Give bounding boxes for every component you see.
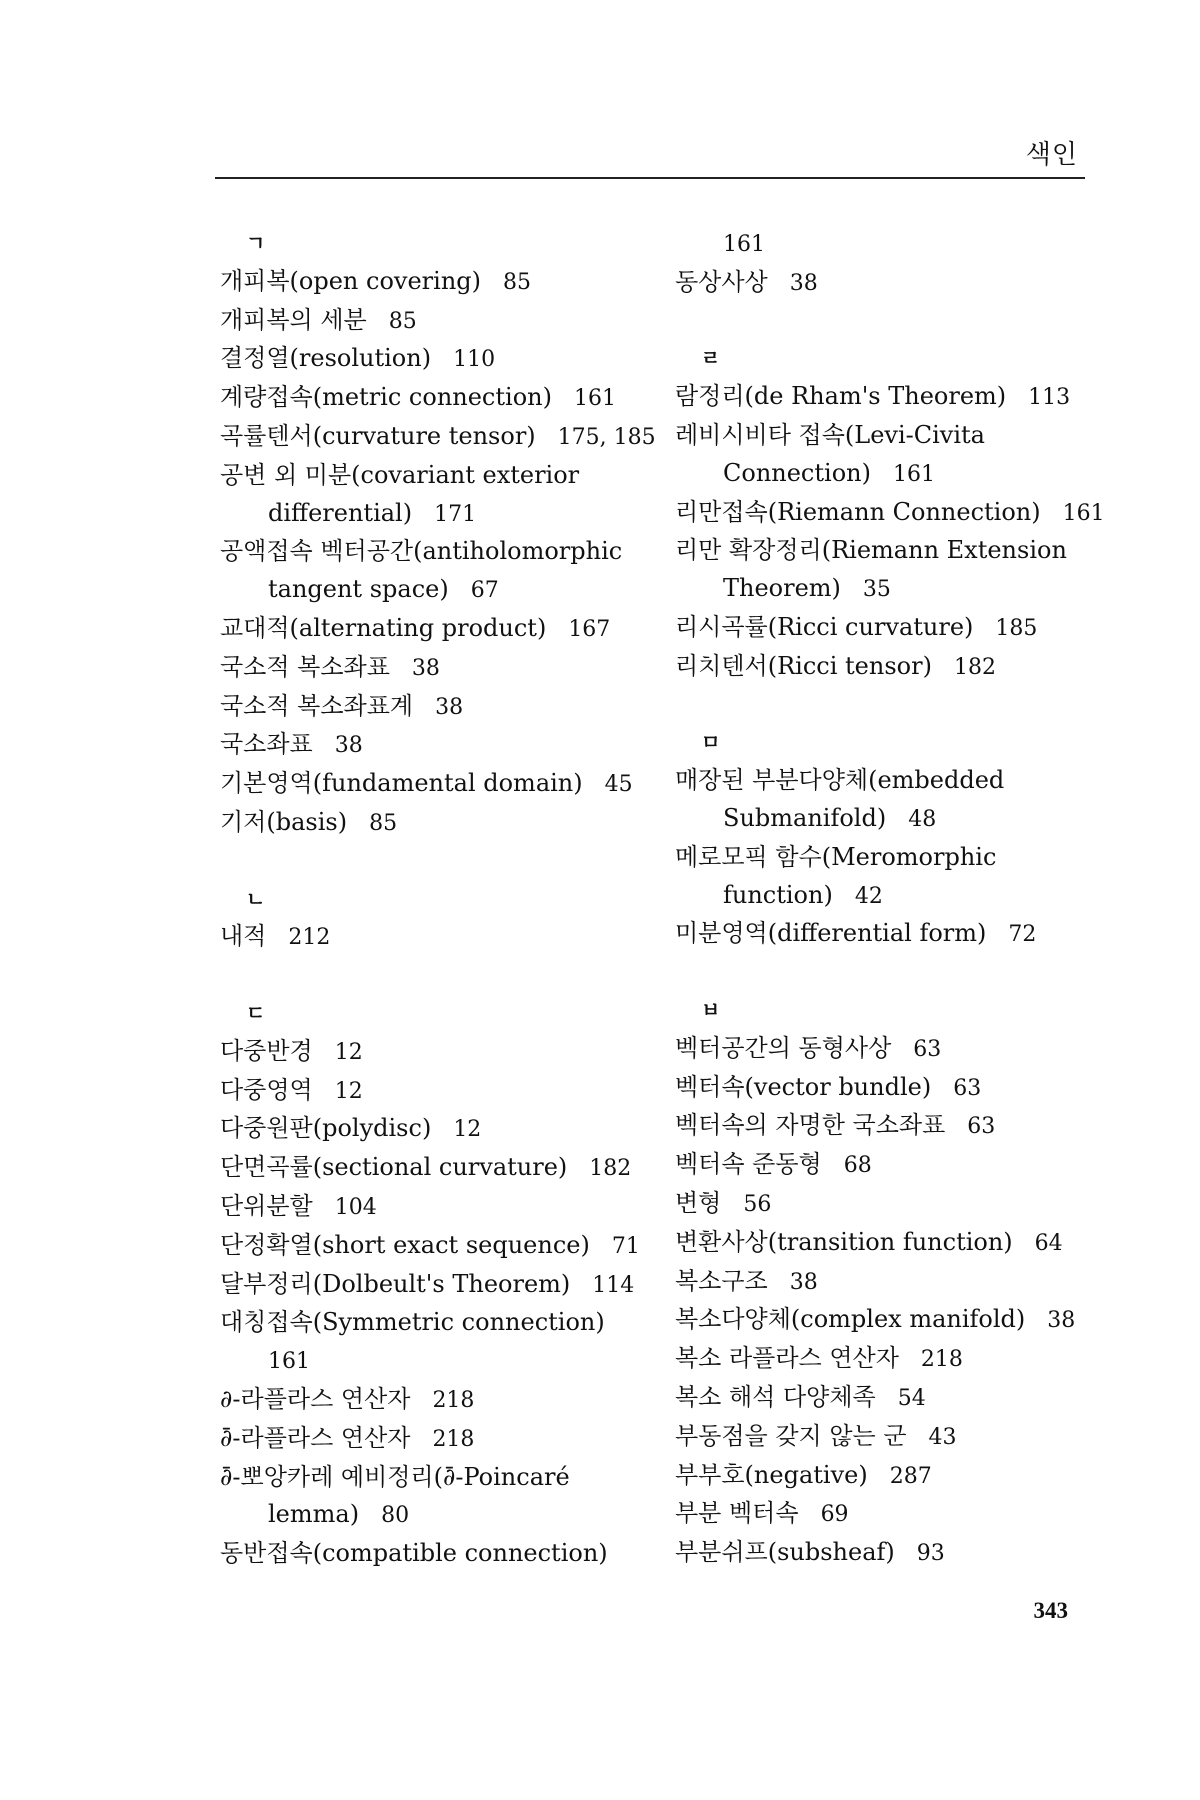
index-entry-continuation — [675, 455, 1095, 494]
index-page-ref: 85 — [369, 810, 398, 836]
index-entry — [675, 1030, 1095, 1069]
index-entry — [220, 533, 650, 571]
index-entry — [675, 1457, 1095, 1496]
index-page-ref: 185 — [995, 615, 1038, 641]
index-entry — [220, 918, 650, 957]
index-entry — [220, 1304, 650, 1342]
index-term: 국소좌표 — [220, 730, 313, 759]
index-term: 기저(basis) — [220, 807, 348, 836]
index-page-ref: 38 — [789, 270, 818, 296]
section-heading: ㄴ — [246, 886, 266, 911]
index-entry — [675, 1301, 1095, 1340]
index-entry — [220, 688, 650, 727]
index-entry — [675, 1146, 1095, 1185]
index-term: 다중반경 — [220, 1036, 313, 1065]
section-spacer — [675, 954, 1095, 992]
index-term: Connection) — [723, 458, 871, 487]
index-page-ref: 12 — [334, 1039, 363, 1065]
index-term: 결정열(resolution) — [220, 344, 432, 373]
index-entry — [220, 765, 650, 804]
index-entry — [220, 1420, 650, 1459]
index-page-ref: 182 — [589, 1156, 632, 1182]
index-entry — [675, 1340, 1095, 1379]
index-page-ref: 72 — [1008, 922, 1037, 948]
index-term: 복소구조 — [675, 1266, 768, 1295]
index-entry — [675, 609, 1095, 648]
index-entry — [675, 762, 1095, 800]
index-entry — [220, 418, 656, 457]
section-heading: ㄷ — [246, 1000, 266, 1025]
index-page-ref: 35 — [862, 577, 891, 603]
index-entry — [220, 1033, 650, 1072]
index-page-ref: 114 — [592, 1272, 635, 1298]
index-page-ref: 67 — [470, 578, 499, 604]
index-term: 부분 벡터속 — [675, 1499, 799, 1528]
index-term: 벡터공간의 동형사상 — [675, 1033, 892, 1062]
index-entry — [220, 457, 650, 495]
index-page-ref: 80 — [381, 1503, 410, 1529]
index-page-ref: 110 — [453, 347, 496, 373]
index-entry — [675, 494, 1105, 533]
index-term: 국소적 복소좌표계 — [220, 691, 414, 720]
section-spacer — [220, 957, 650, 995]
index-term: 대칭접속(Symmetric connection) — [220, 1308, 605, 1337]
index-term: 메로모픽 함수(Meromorphic — [675, 842, 997, 871]
index-term: 동반접속(compatible connection) — [220, 1539, 608, 1568]
index-entry — [675, 1495, 1095, 1534]
index-page-ref: 212 — [288, 925, 331, 951]
index-entry — [675, 1069, 1095, 1108]
index-term: 달부정리(Dolbeult's Theorem) — [220, 1269, 571, 1298]
index-entry — [220, 263, 650, 302]
index-page-ref: 71 — [611, 1233, 640, 1259]
index-page-ref: 38 — [1047, 1308, 1076, 1334]
index-page-ref: 167 — [568, 616, 611, 642]
index-term: 부동점을 갖지 않는 군 — [675, 1421, 907, 1450]
index-entry — [675, 417, 1095, 455]
index-term: 개피복의 세분 — [220, 305, 367, 334]
section-spacer — [675, 687, 1095, 725]
index-page-ref: 287 — [889, 1463, 932, 1489]
index-term: 리치텐서(Ricci tensor) — [675, 651, 932, 680]
index-page-ref: 12 — [334, 1078, 363, 1104]
index-entry — [675, 1224, 1095, 1263]
index-entry — [220, 1381, 650, 1420]
index-entry — [220, 1459, 650, 1497]
index-page-ref: 161 — [1062, 500, 1105, 526]
index-page-ref: 54 — [897, 1385, 926, 1411]
index-entry-continuation — [675, 877, 1095, 916]
index-term: 공액접속 벡터공간(antiholomorphic — [220, 537, 623, 566]
index-page-ref: 85 — [388, 308, 417, 334]
index-term: 매장된 부분다양체(embedded — [675, 766, 1005, 795]
index-term: 단정확열(short exact sequence) — [220, 1230, 590, 1259]
index-entry — [675, 264, 1095, 303]
index-term: 단면곡률(sectional curvature) — [220, 1153, 568, 1182]
index-term: 부분쉬프(subsheaf) — [675, 1538, 895, 1567]
index-entry — [675, 378, 1095, 417]
index-page-ref: 69 — [820, 1502, 849, 1528]
index-page-ref: 63 — [967, 1114, 996, 1140]
section-heading: ㅂ — [701, 997, 721, 1022]
header-rule — [215, 177, 1085, 179]
index-entry — [675, 1534, 1095, 1573]
index-entry — [675, 1185, 1095, 1224]
index-term: 복소 라플라스 연산자 — [675, 1344, 899, 1373]
index-entry — [220, 1149, 650, 1188]
index-entry — [675, 915, 1095, 954]
index-term: lemma) — [268, 1500, 360, 1529]
index-entry — [675, 1263, 1095, 1302]
index-term: ∂̄-뽀앙카레 예비정리(∂̄-Poincaré — [220, 1462, 570, 1491]
index-page-ref: 161 — [573, 386, 616, 412]
index-page-ref: 68 — [843, 1153, 872, 1179]
index-page-ref: 161 — [268, 1349, 310, 1375]
index-entry — [220, 302, 650, 341]
index-entry — [220, 610, 650, 649]
index-entry-continuation — [675, 570, 1095, 609]
index-entry — [220, 649, 650, 688]
index-page-ref: 38 — [334, 733, 363, 759]
index-page-ref: 104 — [334, 1194, 377, 1220]
index-entry — [675, 1418, 1095, 1457]
index-page-ref: 218 — [920, 1347, 963, 1373]
section-heading: ㄹ — [701, 346, 721, 371]
index-term: 공변 외 미분(covariant exterior — [220, 460, 580, 489]
index-entry-continuation — [220, 495, 650, 534]
index-page-ref: 42 — [854, 883, 883, 909]
index-entry — [220, 1188, 650, 1227]
index-page-ref: 48 — [908, 806, 937, 832]
index-term: 리만접속(Riemann Connection) — [675, 497, 1041, 526]
index-entry-continuation — [675, 800, 1095, 839]
index-entry-continuation — [220, 1496, 650, 1535]
index-page-ref: 43 — [928, 1424, 957, 1450]
index-page-ref: 85 — [503, 269, 532, 295]
index-term: 람정리(de Rham's Theorem) — [675, 382, 1007, 411]
index-column-left — [220, 225, 656, 1573]
section-heading: ㄱ — [246, 231, 266, 255]
index-page-ref: 63 — [913, 1036, 942, 1062]
index-entry-continuation — [675, 225, 1095, 264]
index-page-ref: 93 — [916, 1541, 945, 1567]
index-term: 동상사상 — [675, 267, 768, 296]
index-entry — [675, 532, 1095, 570]
index-term: 국소적 복소좌표 — [220, 652, 390, 681]
index-page-ref: 45 — [604, 772, 633, 798]
index-term: 다중영역 — [220, 1075, 313, 1104]
index-page-ref: 38 — [435, 694, 464, 720]
index-term: ∂-라플라스 연산자 — [220, 1384, 411, 1413]
index-term: 변환사상(transition function) — [675, 1227, 1013, 1256]
index-term: 변형 — [675, 1188, 722, 1217]
index-term: 다중원판(polydisc) — [220, 1114, 432, 1143]
index-term: ∂̄-라플라스 연산자 — [220, 1423, 411, 1452]
index-term: differential) — [268, 498, 413, 527]
index-page-ref: 161 — [892, 461, 935, 487]
index-entry — [220, 804, 650, 843]
index-term: Submanifold) — [723, 803, 887, 832]
index-entry — [220, 726, 650, 765]
index-term: 기본영역(fundamental domain) — [220, 769, 583, 798]
index-entry — [220, 1266, 650, 1305]
index-term: 부부호(negative) — [675, 1460, 868, 1489]
index-term: 리만 확장정리(Riemann Extension — [675, 536, 1067, 565]
index-column-right — [675, 225, 1105, 1573]
index-page-ref: 171 — [434, 501, 477, 527]
index-page-ref: 38 — [789, 1269, 818, 1295]
index-entry — [675, 839, 1095, 877]
index-entry — [220, 1535, 650, 1573]
index-term: 복소다양체(complex manifold) — [675, 1305, 1026, 1334]
index-entry — [675, 648, 1095, 687]
index-term: 복소 해석 다양체족 — [675, 1382, 876, 1411]
index-page-ref: 38 — [411, 655, 440, 681]
index-term: tangent space) — [268, 575, 449, 604]
index-term: 벡터속 준동형 — [675, 1150, 822, 1179]
index-term: function) — [723, 880, 833, 909]
index-page-ref: 218 — [432, 1426, 475, 1452]
index-term: 개피복(open covering) — [220, 266, 482, 295]
index-entry — [220, 379, 650, 418]
index-entry — [675, 1379, 1095, 1418]
index-term: 레비시비타 접속(Levi-Civita — [675, 420, 985, 449]
index-entry-continuation — [220, 1342, 650, 1381]
index-page-ref: 63 — [953, 1075, 982, 1101]
index-page-ref: 113 — [1028, 385, 1071, 411]
index-page-ref: 218 — [432, 1387, 475, 1413]
index-term: 계량접속(metric connection) — [220, 383, 552, 412]
index-page-ref: 161 — [723, 232, 765, 257]
index-entry — [675, 1107, 1095, 1146]
index-term: 벡터속(vector bundle) — [675, 1072, 932, 1101]
running-header: 색인 — [1025, 140, 1078, 170]
index-entry — [220, 1110, 650, 1149]
index-term: 곡률텐서(curvature tensor) — [220, 421, 536, 450]
index-term: Theorem) — [723, 574, 841, 603]
index-term: 미분영역(differential form) — [675, 919, 987, 948]
section-spacer — [675, 303, 1095, 341]
index-term: 내적 — [220, 922, 267, 951]
index-page-ref: 182 — [953, 654, 996, 680]
index-entry-continuation — [220, 571, 650, 610]
index-page-ref: 175, 185 — [557, 424, 656, 450]
index-term: 벡터속의 자명한 국소좌표 — [675, 1111, 946, 1140]
index-term: 리시곡률(Ricci curvature) — [675, 612, 974, 641]
index-page-ref: 64 — [1034, 1230, 1063, 1256]
index-entry — [220, 1227, 650, 1266]
section-heading: ㅁ — [701, 730, 721, 755]
section-spacer — [220, 843, 650, 881]
page-number: 343 — [1033, 1598, 1068, 1623]
index-page-ref: 12 — [453, 1117, 482, 1143]
index-page-ref: 56 — [743, 1191, 772, 1217]
index-entry — [220, 340, 650, 379]
index-entry — [220, 1072, 650, 1111]
index-term: 교대적(alternating product) — [220, 613, 547, 642]
index-term: 단위분할 — [220, 1191, 313, 1220]
